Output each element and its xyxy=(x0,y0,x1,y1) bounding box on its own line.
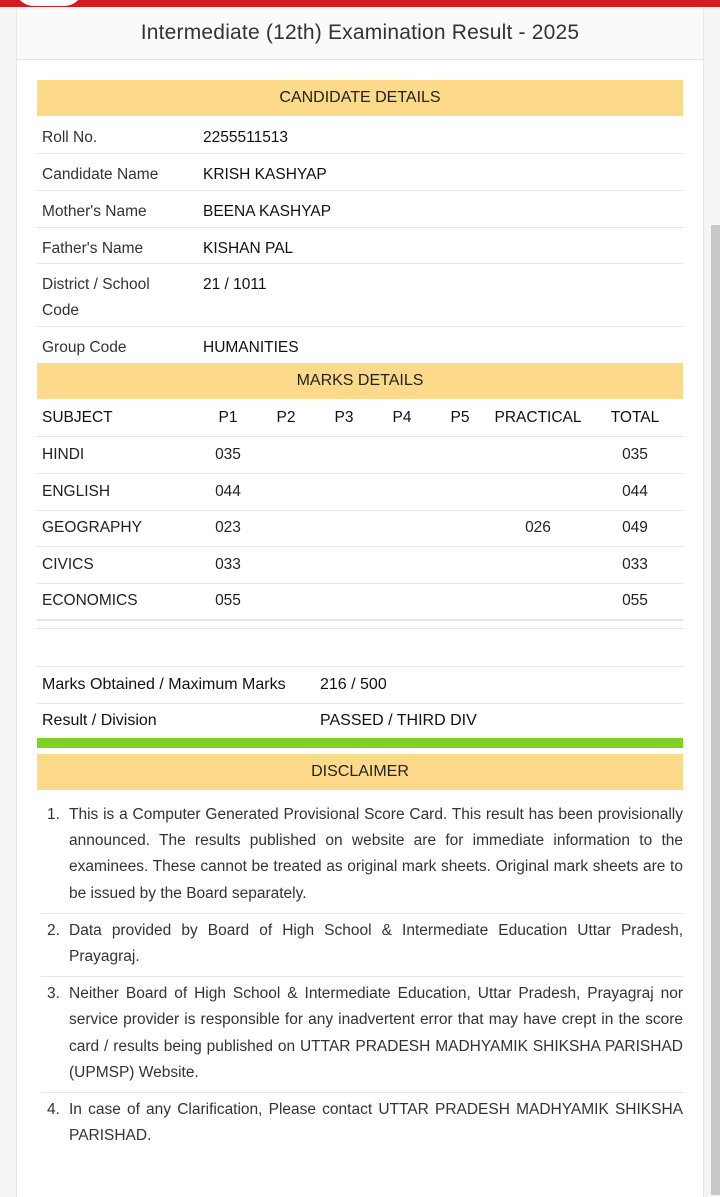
field-value: 2255511513 xyxy=(203,129,289,146)
disclaimer-text: Data provided by Board of High School & Intermediate Education Uttar Pradesh, Prayagraj. xyxy=(69,921,683,966)
total-cell: 035 xyxy=(622,446,648,463)
field-label: Mother's Name xyxy=(42,203,147,220)
result-division-row xyxy=(37,703,683,740)
field-label: Candidate Name xyxy=(42,166,159,183)
subject-cell: HINDI xyxy=(42,446,85,463)
col-total: TOTAL xyxy=(610,409,660,426)
candidate-row-name xyxy=(37,154,683,191)
field-label: District / School Code xyxy=(42,276,150,319)
field-value: BEENA KASHYAP xyxy=(203,203,332,220)
col-subject: SUBJECT xyxy=(42,409,113,426)
candidate-row-district xyxy=(37,264,683,327)
candidate-row-group xyxy=(37,327,683,363)
p1-cell: 044 xyxy=(215,483,241,500)
field-value: HUMANITIES xyxy=(203,339,299,356)
practical-cell: 026 xyxy=(525,519,551,536)
page-scrollbar[interactable] xyxy=(711,225,720,1195)
marks-obtained-value: 216 / 500 xyxy=(320,676,387,693)
table-row xyxy=(37,583,683,620)
total-cell: 055 xyxy=(622,592,648,609)
pass-status-bar xyxy=(37,738,683,748)
table-spacer xyxy=(37,620,683,629)
field-value: 21 / 1011 xyxy=(203,276,267,293)
result-label: Result / Division xyxy=(42,712,157,729)
subject-cell: ECONOMICS xyxy=(42,592,138,609)
list-item: 2. Data provided by Board of High School & Intermediate Education Uttar Pradesh, Prayagraj. xyxy=(41,914,683,977)
result-card xyxy=(16,7,704,1197)
p1-cell: 035 xyxy=(215,446,241,463)
col-p3: P3 xyxy=(334,409,354,426)
candidate-row-roll xyxy=(37,117,683,154)
subject-cell: CIVICS xyxy=(42,556,94,573)
candidate-details-header: CANDIDATE DETAILS xyxy=(37,80,683,116)
list-item: 1. This is a Computer Generated Provisional Score Card. This result has been provisionally announced. The results published on website are for immediate information to the examinees. These cannot be treated as original mark sheets. Original mark sheets are to be issued by the Board separately. xyxy=(41,798,683,914)
list-item: 3. Neither Board of High School & Intermediate Education, Uttar Pradesh, Prayagraj nor service provider is responsible for any inadvertent error that may have crept in the score card / results being published on UTTAR PRADESH MADHYAMIK SHIKSHA PARISHAD (UPMSP) Website. xyxy=(41,977,683,1093)
total-cell: 049 xyxy=(622,519,648,536)
table-row xyxy=(37,547,683,584)
field-label: Roll No. xyxy=(42,129,98,146)
field-value: KRISH KASHYAP xyxy=(203,166,327,183)
disclaimer-text: This is a Computer Generated Provisional Score Card. This result has been provisionally announced. The results published on website are for immediate information to the examinees. These cannot be treated as original mark sheets. Original mark sheets are to be issued by the Board separately. xyxy=(69,806,683,902)
list-item: 4. In case of any Clarification, Please contact UTTAR PRADESH MADHYAMIK SHIKSHA PARISHAD. xyxy=(47,1101,683,1145)
total-cell: 033 xyxy=(622,556,648,573)
p1-cell: 055 xyxy=(215,592,241,609)
disclaimer-header: DISCLAIMER xyxy=(37,754,683,790)
p1-cell: 023 xyxy=(215,519,241,536)
subject-cell: GEOGRAPHY xyxy=(42,519,142,536)
marks-details-header: MARKS DETAILS xyxy=(37,363,683,399)
col-practical: PRACTICAL xyxy=(494,409,582,426)
p1-cell: 033 xyxy=(215,556,241,573)
subject-cell: ENGLISH xyxy=(42,483,111,500)
field-label: Father's Name xyxy=(42,240,144,257)
total-cell: 044 xyxy=(622,483,648,500)
disclaimer-list xyxy=(41,798,683,1155)
col-p1: P1 xyxy=(218,409,238,426)
result-value: PASSED / THIRD DIV xyxy=(320,712,477,729)
col-p4: P4 xyxy=(392,409,412,426)
table-row xyxy=(37,510,683,547)
marks-summary-row xyxy=(37,666,683,704)
table-row xyxy=(37,474,683,511)
marks-obtained-label: Marks Obtained / Maximum Marks xyxy=(42,676,286,693)
page-title: Intermediate (12th) Examination Result - 2025 xyxy=(17,7,703,60)
col-p2: P2 xyxy=(276,409,296,426)
candidate-row-mother xyxy=(37,191,683,228)
top-brand-bar xyxy=(0,0,720,7)
marks-table-header xyxy=(37,400,683,437)
disclaimer-text: Neither Board of High School & Intermediate Education, Uttar Pradesh, Prayagraj nor service provider is responsible for any inadvertent error that may have crept in the score card / results being published on UTTAR PRADESH MADHYAMIK SHIKSHA PARISHAD (UPMSP) Website. xyxy=(69,985,683,1081)
candidate-row-father xyxy=(37,228,683,264)
col-p5: P5 xyxy=(450,409,470,426)
disclaimer-text: In case of any Clarification, Please contact UTTAR PRADESH MADHYAMIK SHIKSHA PARISHAD. xyxy=(69,1101,683,1145)
field-value: KISHAN PAL xyxy=(203,240,294,257)
field-label: Group Code xyxy=(42,339,127,356)
table-row xyxy=(37,437,683,474)
